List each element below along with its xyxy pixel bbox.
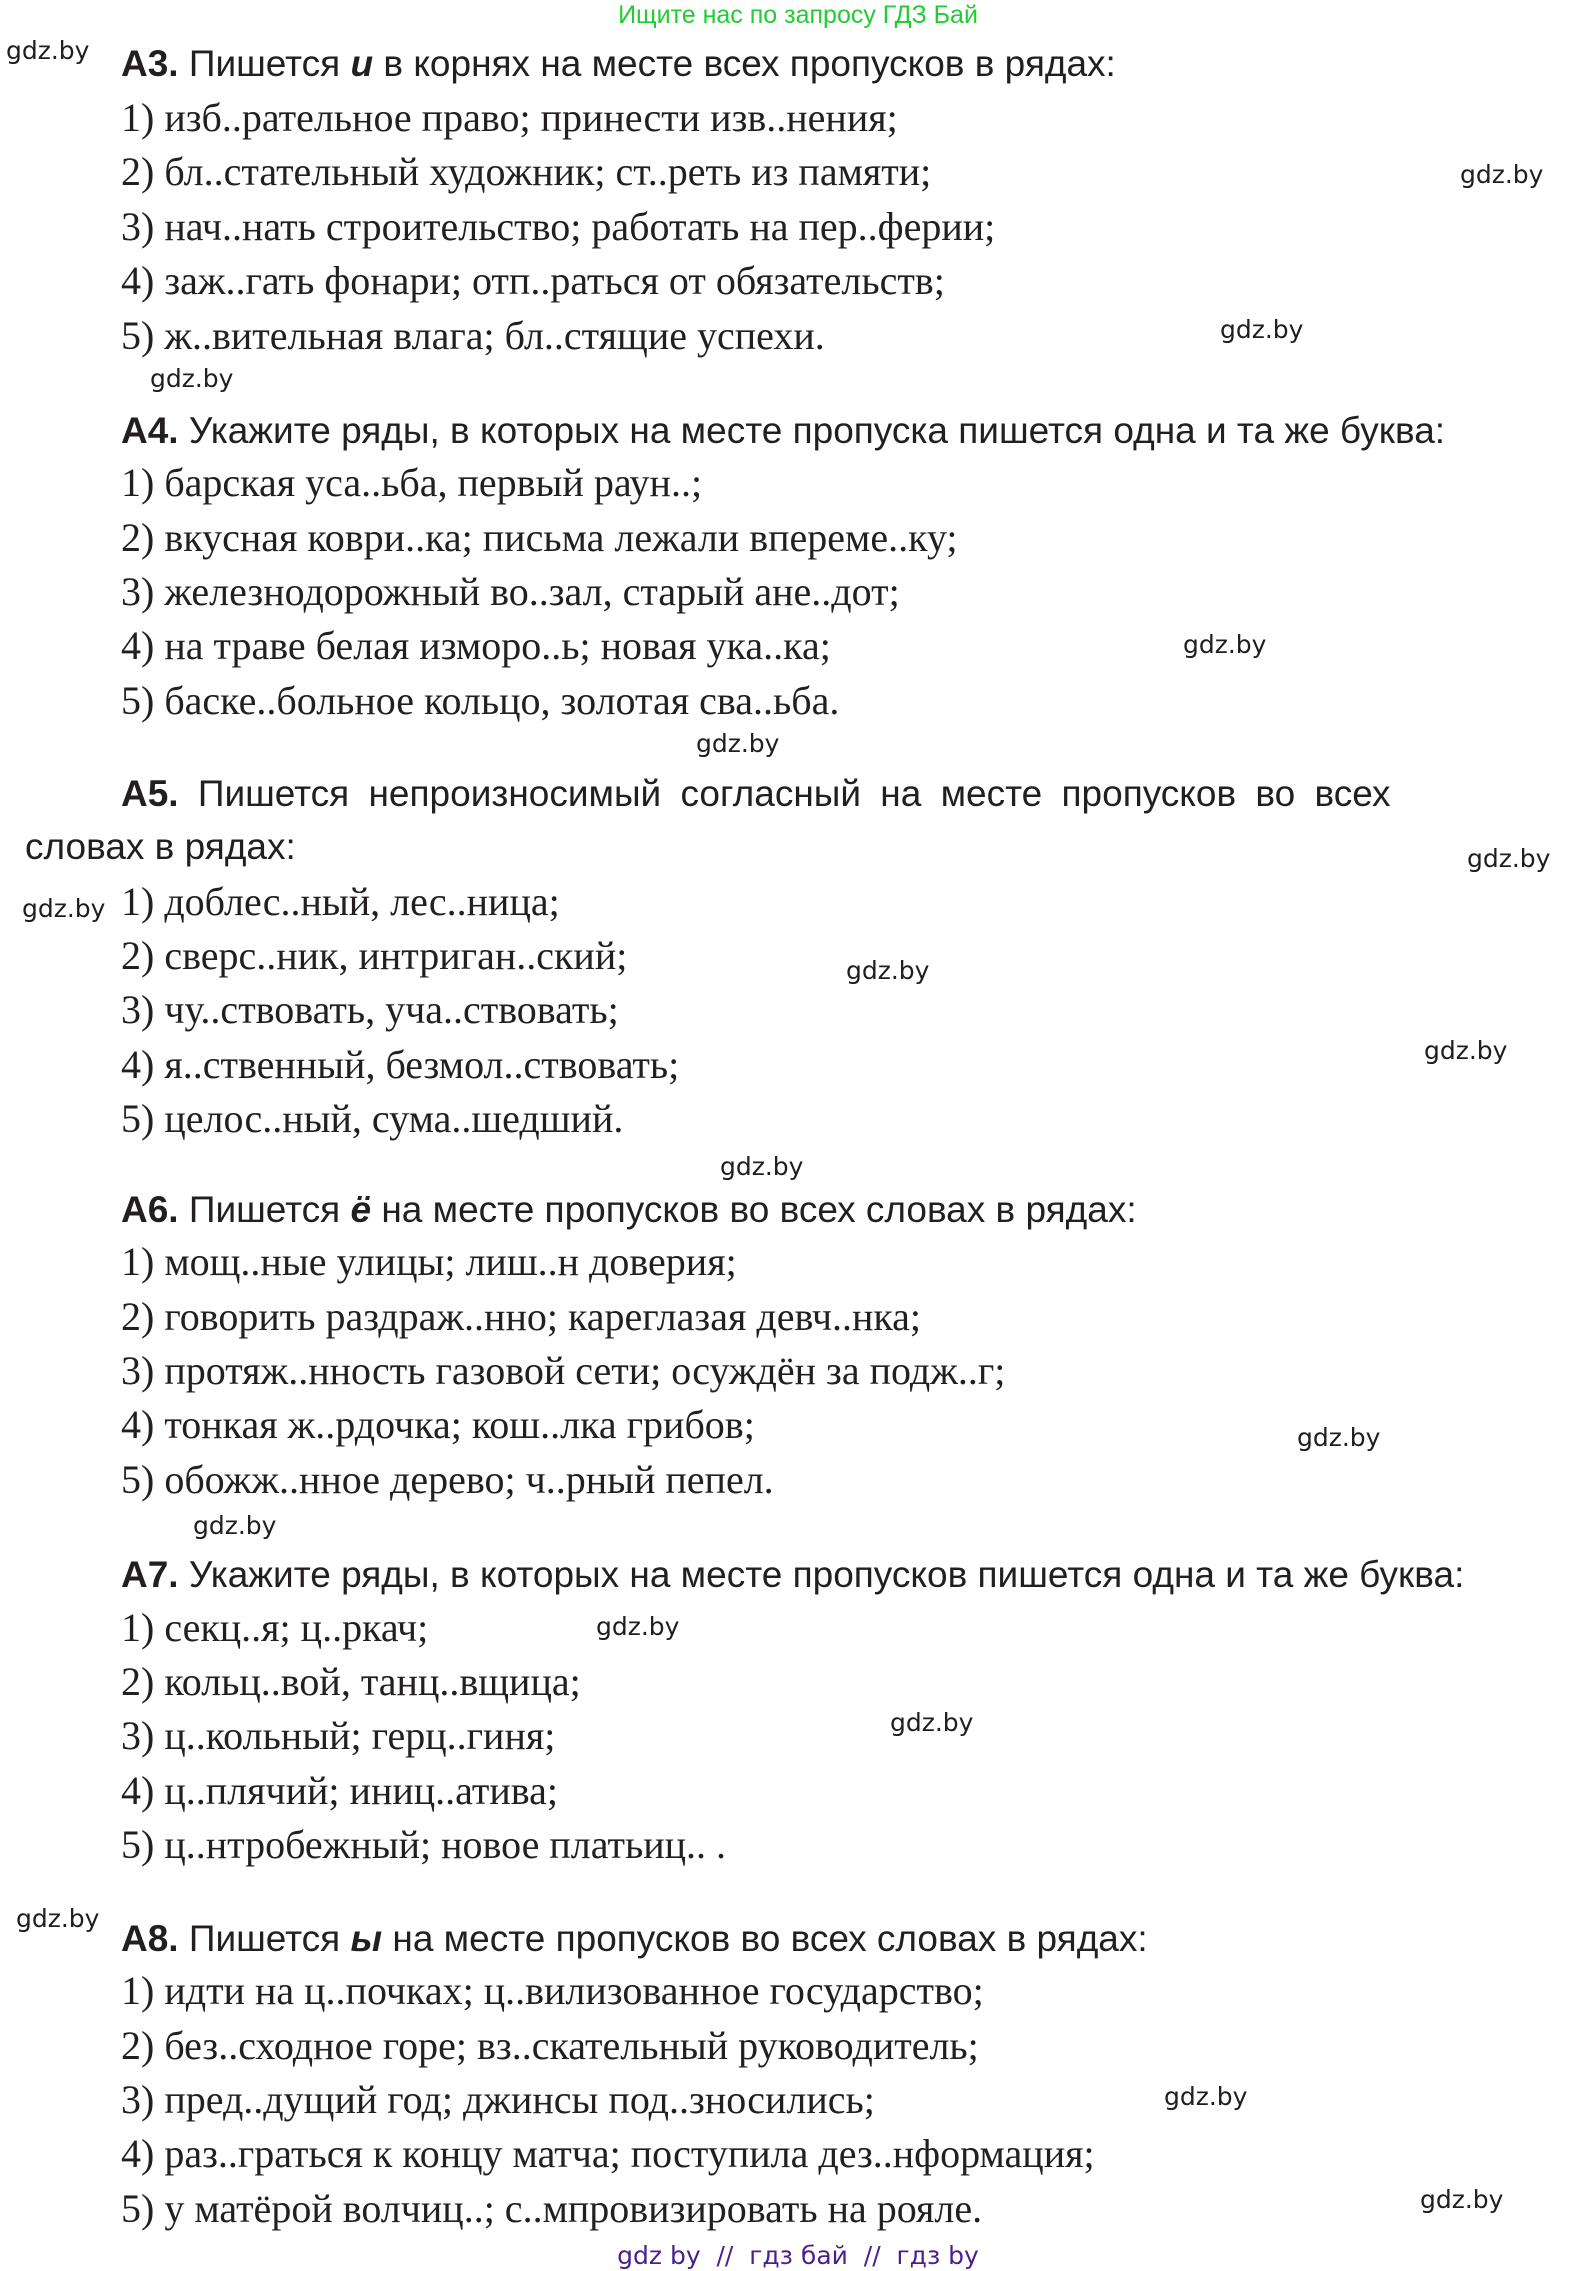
watermark: gdz.by — [193, 1511, 277, 1540]
question-number: А7. — [121, 1554, 179, 1595]
watermark: gdz.by — [22, 894, 106, 923]
watermark: gdz.by — [150, 364, 234, 393]
question-a7-prompt: А7. Укажите ряды, в которых на месте пропусков пишется одна и та же буква: — [121, 1554, 1465, 1595]
question-a5-prompt-line2: словах в рядах: — [25, 826, 296, 867]
watermark: gdz.by — [1460, 160, 1544, 189]
question-number: А3. — [121, 43, 179, 84]
watermark: gdz.by — [890, 1708, 974, 1737]
answer-row: 2) сверс..ник, интриган..ский; — [121, 933, 628, 978]
search-banner[interactable]: Ищите нас по запросу ГДЗ Бай — [618, 1, 978, 29]
question-number: А4. — [121, 410, 179, 451]
question-number: А6. — [121, 1189, 179, 1230]
answer-row: 1) идти на ц..почках; ц..вилизованное государство; — [121, 1968, 984, 2013]
watermark: gdz.by — [1467, 844, 1551, 873]
answer-row: 5) обожж..нное дерево; ч..рный пепел. — [121, 1457, 774, 1502]
answer-row: 1) мощ..ные улицы; лиш..н доверия; — [121, 1239, 737, 1284]
answer-row: 5) баске..больное кольцо, золотая сва..ьба. — [121, 678, 840, 723]
answer-row: 3) нач..нать строительство; работать на пер..ферии; — [121, 204, 996, 249]
answer-row: 1) изб..рательное право; принести изв..нения; — [121, 95, 898, 140]
watermark: gdz.by — [720, 1152, 804, 1181]
watermark: gdz.by — [1220, 315, 1304, 344]
answer-row: 3) пред..дущий год; джинсы под..зносились; — [121, 2077, 875, 2122]
watermark: gdz.by — [16, 1904, 100, 1933]
watermark: gdz.by — [696, 729, 780, 758]
answer-row: 4) заж..гать фонари; отп..раться от обязательств; — [121, 258, 945, 303]
answer-row: 5) целос..ный, сума..шедший. — [121, 1096, 624, 1141]
watermark: gdz.by — [1164, 2082, 1248, 2111]
question-a5-prompt: А5. Пишется непроизносимый согласный на месте пропусков во всех — [121, 773, 1391, 814]
watermark: gdz.by — [846, 956, 930, 985]
emphasis-letter: и — [350, 43, 374, 84]
question-a4-prompt: А4. Укажите ряды, в которых на месте пропуска пишется одна и та же буква: — [121, 410, 1446, 451]
answer-row: 2) вкусная коври..ка; письма лежали впереме..ку; — [121, 515, 958, 560]
answer-row: 4) ц..плячий; иниц..атива; — [121, 1768, 558, 1813]
answer-row: 2) без..сходное горе; вз..скательный руководитель; — [121, 2023, 979, 2068]
watermark: gdz.by — [1297, 1423, 1381, 1452]
watermark: gdz.by — [1424, 1036, 1508, 1065]
answer-row: 2) говорить раздраж..нно; кареглазая девч..нка; — [121, 1294, 922, 1339]
answer-row: 4) на траве белая изморо..ь; новая ука..ка; — [121, 623, 831, 668]
emphasis-letter: ё — [350, 1189, 372, 1230]
answer-row: 2) бл..стательный художник; ст..реть из памяти; — [121, 149, 932, 194]
answer-row: 5) ж..вительная влага; бл..стящие успехи. — [121, 313, 825, 358]
answer-row: 3) железнодорожный во..зал, старый ане..дот; — [121, 569, 900, 614]
answer-row: 3) чу..ствовать, уча..ствовать; — [121, 987, 619, 1032]
watermark: gdz.by — [1420, 2185, 1504, 2214]
question-a8-prompt: А8. Пишется ы на месте пропусков во всех словах в рядах: — [121, 1918, 1148, 1959]
question-number: А5. — [121, 773, 179, 814]
question-number: А8. — [121, 1918, 179, 1959]
answer-row: 5) ц..нтробежный; новое платьиц.. . — [121, 1822, 726, 1867]
watermark: gdz.by — [596, 1612, 680, 1641]
answer-row: 5) у матёрой волчиц..; с..мпровизировать на рояле. — [121, 2186, 983, 2231]
watermark: gdz.by — [1183, 630, 1267, 659]
answer-row: 3) протяж..нность газовой сети; осуждён за подж..г; — [121, 1348, 1006, 1393]
answer-row: 2) кольц..вой, танц..вщица; — [121, 1659, 581, 1704]
answer-row: 4) раз..граться к концу матча; поступила дез..нформация; — [121, 2131, 1095, 2176]
emphasis-letter: ы — [350, 1918, 383, 1959]
answer-row: 4) тонкая ж..рдочка; кош..лка грибов; — [121, 1402, 755, 1447]
answer-row: 1) барская уса..ьба, первый раун..; — [121, 460, 703, 505]
answer-row: 1) доблес..ный, лес..ница; — [121, 879, 560, 924]
question-a6-prompt: А6. Пишется ё на месте пропусков во всех словах в рядах: — [121, 1189, 1137, 1230]
footer-links[interactable]: gdz by // гдз бай // гдз by — [617, 2241, 979, 2270]
question-a3-prompt: А3. Пишется и в корнях на месте всех пропусков в рядах: — [121, 43, 1116, 84]
watermark: gdz.by — [6, 36, 90, 65]
answer-row: 1) секц..я; ц..ркач; — [121, 1605, 429, 1650]
answer-row: 3) ц..кольный; герц..гиня; — [121, 1713, 556, 1758]
answer-row: 4) я..ственный, безмол..ствовать; — [121, 1042, 680, 1087]
